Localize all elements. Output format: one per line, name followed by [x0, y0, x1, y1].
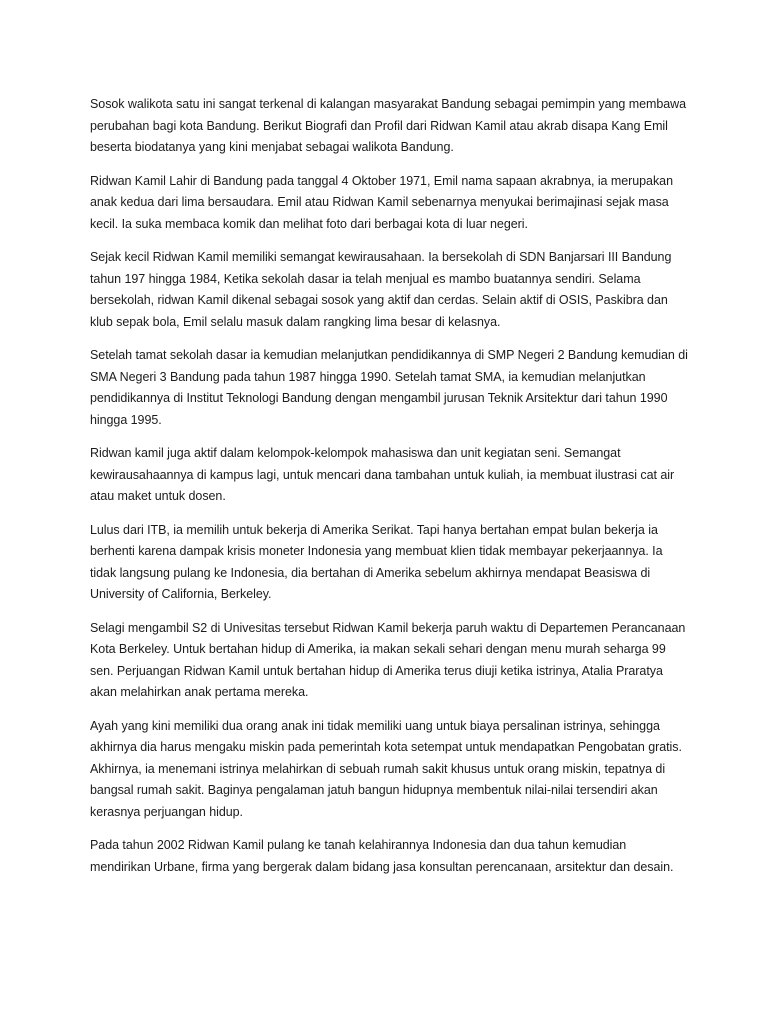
paragraph-birth: Ridwan Kamil Lahir di Bandung pada tanggal 4 Oktober 1971, Emil nama sapaan akrabnya, ia merupakan anak kedua dari lima bersaudara. Emil atau Ridwan Kamil sebenarnya menyukai berimajinasi sejak masa kecil. Ia suka membaca komik dan melihat foto dari berbagai kota di luar negeri. [90, 173, 673, 231]
document-body [90, 94, 690, 890]
paragraph-campus: Ridwan kamil juga aktif dalam kelompok-kelompok mahasiswa dan unit kegiatan seni. Semangat kewirausahaannya di kampus lagi, untuk mencari dana tambahan untuk kuliah, ia membuat ilustrasi cat air atau maket untuk dosen. [90, 446, 675, 503]
paragraph-america: Lulus dari ITB, ia memilih untuk bekerja di Amerika Serikat. Tapi hanya bertahan empat bulan bekerja ia berhenti karena dampak krisis moneter Indonesia yang membuat klien tidak membayar pekerjaannya. Ia tidak langsung pulang ke Indonesia, dia bertahan di Amerika sebelum akhirnya mendapat Beasiswa di University of California, Berkeley. [90, 522, 663, 601]
paragraph-family: Ayah yang kini memiliki dua orang anak ini tidak memiliki uang untuk biaya persalinan istrinya, sehingga akhirnya dia harus mengaku miskin pada pemerintah kota setempat untuk mendapatkan Pengobatan gratis. Akhirnya, ia menemani istrinya melahirkan di sebuah rumah sakit khusus untuk orang miskin, tepatnya di bangsal rumah sakit. Baginya pengalaman jatuh bangun hidupnya membentuk nilai-nilai tersendiri akan kerasnya perjuangan hidup. [90, 718, 682, 819]
paragraph-childhood: Sejak kecil Ridwan Kamil memiliki semangat kewirausahaan. Ia bersekolah di SDN Banjarsari III Bandung tahun 197 hingga 1984, Ketika sekolah dasar ia telah menjual es mambo buatannya sendiri. Selama bersekolah, ridwan Kamil dikenal sebagai sosok yang aktif dan cerdas. Selain aktif di OSIS, Paskibra dan klub sepak bola, Emil selalu masuk dalam rangking lima besar di kelasnya. [90, 250, 672, 329]
paragraph-intro: Sosok walikota satu ini sangat terkenal di kalangan masyarakat Bandung sebagai pemimpin yang membawa perubahan bagi kota Bandung. Berikut Biografi dan Profil dari Ridwan Kamil atau akrab disapa Kang Emil beserta biodatanya yang kini menjabat sebagai walikota Bandung. [90, 97, 687, 154]
paragraph-urbane: Pada tahun 2002 Ridwan Kamil pulang ke tanah kelahirannya Indonesia dan dua tahun kemudian mendirikan Urbane, firma yang bergerak dalam bidang jasa konsultan perencanaan, arsitektur dan desain. [90, 838, 674, 874]
paragraph-education: Setelah tamat sekolah dasar ia kemudian melanjutkan pendidikannya di SMP Negeri 2 Bandung kemudian di SMA Negeri 3 Bandung pada tahun 1987 hingga 1990. Setelah tamat SMA, ia kemudian melanjutkan pendidikannya di Institut Teknologi Bandung dengan mengambil jurusan Teknik Arsitektur dari tahun 1990 hingga 1995. [90, 348, 688, 427]
paragraph-berkeley: Selagi mengambil S2 di Univesitas tersebut Ridwan Kamil bekerja paruh waktu di Departemen Perancanaan Kota Berkeley. Untuk bertahan hidup di Amerika, ia makan sekali sehari dengan menu murah seharga 99 sen. Perjuangan Ridwan Kamil untuk bertahan hidup di Amerika terus diuji ketika istrinya, Atalia Praratya akan melahirkan anak pertama mereka. [90, 620, 686, 699]
